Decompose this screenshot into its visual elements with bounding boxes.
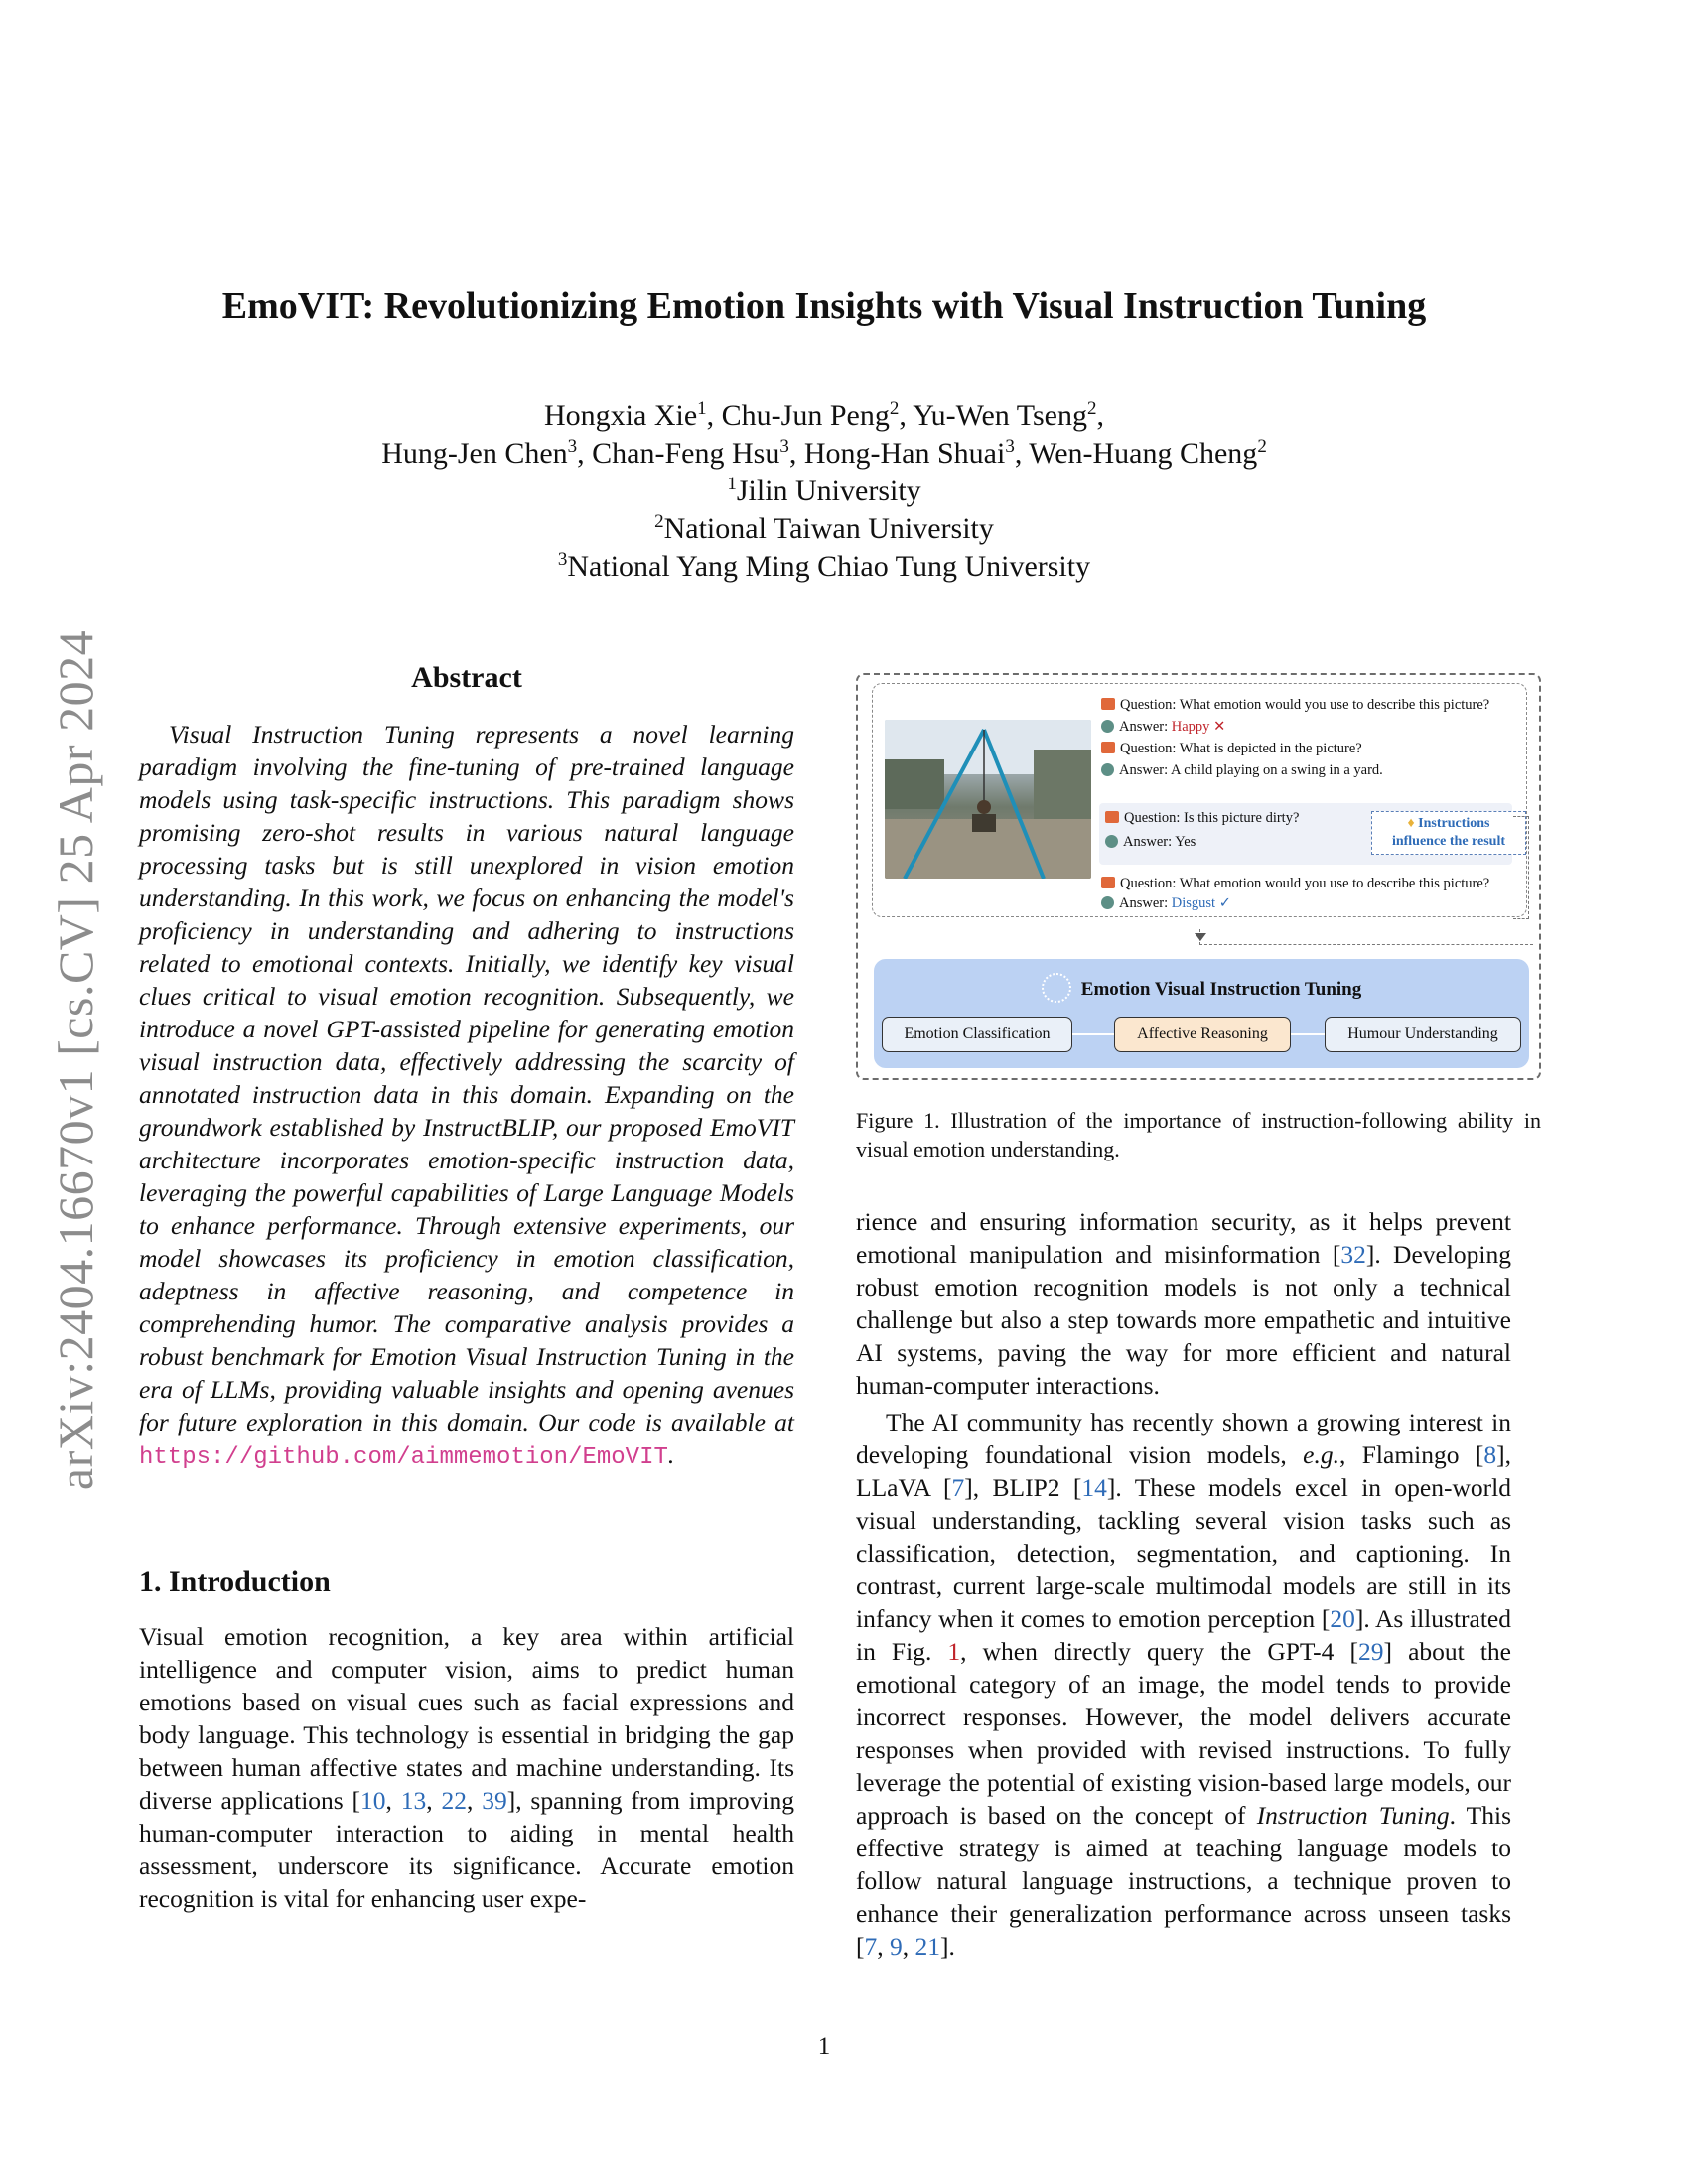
gpt-logo-icon — [1101, 720, 1114, 733]
author-name: Hong-Han Shuai — [803, 437, 1006, 470]
task-connector — [1291, 1033, 1325, 1035]
author-name: Hongxia Xie — [544, 399, 698, 432]
gpt-logo-icon — [1101, 896, 1114, 909]
tuning-band — [874, 959, 1529, 1068]
citation-link[interactable]: 21 — [914, 1932, 940, 1961]
citation-link[interactable]: 8 — [1483, 1440, 1497, 1469]
author-name: Wen-Huang Cheng — [1029, 437, 1258, 470]
author-affiliation-mark: 2 — [889, 398, 900, 419]
citation-link[interactable]: 13 — [400, 1786, 427, 1815]
citation-link[interactable]: 22 — [441, 1786, 467, 1815]
citation-link[interactable]: 20 — [1330, 1604, 1355, 1633]
affiliation-2: $^2$National Taiwan University — [654, 511, 994, 545]
dashed-connector — [1199, 929, 1533, 945]
author-line-1: Hongxia Xie$^1$, Chu-Jun Peng$^2$, Yu-Wen Tseng$^2$, — [544, 398, 1104, 432]
figure-caption: Figure 1. Illustration of the importance of instruction-following ability in visual emotion understanding. — [856, 1108, 1541, 1161]
citation-link[interactable]: 14 — [1081, 1473, 1107, 1502]
instructions-callout: ♦ Instructions influence the result — [1371, 811, 1526, 855]
section-heading-introduction: 1. Introduction — [139, 1566, 331, 1598]
citation-link[interactable]: 7 — [951, 1473, 965, 1502]
answer-1: Answer: Happy ✕ — [1101, 718, 1225, 736]
chat-bubble-icon — [1101, 742, 1115, 753]
wrong-mark-icon: ✕ — [1213, 719, 1226, 735]
citation-link[interactable]: 7 — [864, 1932, 878, 1961]
check-mark-icon: ✓ — [1218, 895, 1231, 911]
arxiv-watermark — [48, 574, 103, 1547]
arxiv-watermark-text: arXiv:2404.16670v1 [cs.CV] 25 Apr 2024 — [48, 629, 103, 1491]
task-affective-reasoning: Affective Reasoning — [1114, 1017, 1291, 1052]
code-link[interactable]: https://github.com/aimmemotion/EmoVIT — [139, 1444, 668, 1471]
gpt-logo-icon — [1101, 763, 1114, 776]
left-column — [139, 661, 794, 1915]
citation-link[interactable]: 39 — [482, 1786, 507, 1815]
task-connector — [1072, 1033, 1114, 1035]
author-affiliation-mark: 1 — [697, 398, 707, 419]
right-column — [856, 1205, 1511, 1963]
author-affiliation-mark: 3 — [1005, 436, 1015, 457]
intro-paragraph-1: Visual emotion recognition, a key area within artificial intelligence and computer vision, aims to predict human emotions based on visual cues such as facial expressions and body language. This technology is essential in bridging the gap between human affective states and machine understanding. Its diverse applications [10, 13, 22, 39], spanning from improving human-computer interaction to aiding in mental health assessment, underscore its significance. Accurate emotion recognition is vital for enhancing user expe- — [139, 1622, 794, 1913]
paper-title: EmoVIT: Revolutionizing Emotion Insights with Visual Instruction Tuning — [221, 285, 1427, 327]
abstract-text: Visual Instruction Tuning represents a novel learning paradigm involving the fine-tuning of pre-trained language models using task-specific instructions. This paradigm shows promising zero-shot results in various natural language processing tasks but is still unexplored in vision emotion understanding. In this work, we focus on enhancing the model's proficiency in understanding and adhering to instructions related to emotional contexts. Initially, we identify key visual clues critical to visual emotion recognition. Subsequently, we introduce a novel GPT-assisted pipeline for generating emotion visual instruction data, effectively addressing the scarcity of annotated instruction data in this domain. Expanding on the groundwork established by InstructBLIP, our proposed EmoVIT architecture incorporates emotion-specific instruction data, leveraging the powerful capabilities of Large Language Models to enhance performance. Through extensive experiments, our model showcases its proficiency in emotion classification, adeptness in affective reasoning, and competence in comprehending humor. The comparative analysis provides a robust benchmark for Emotion Visual Instruction Tuning in the era of LLMs, providing valuable insights and opening avenues for future exploration in this domain. Our code is available at https://github.com/aimmemotion/EmoVIT. — [139, 720, 794, 1471]
affiliation-3: $^3$National Yang Ming Chiao Tung University — [557, 549, 1091, 583]
citation-link[interactable]: 29 — [1358, 1637, 1384, 1666]
intro-paragraph-3: The AI community has recently shown a growing interest in developing foundational vision models, e.g., Flamingo [8], LLaVA [7], BLIP2 [14]. These models excel in open-world visual understanding, tackling several vision tasks such as classification, detection, segmentation, and captioning. In contrast, current large-scale multimodal models are still in its infancy when it comes to emotion perception [20]. As illustrated in Fig. 1, when directly query the GPT-4 [29] about the emotional category of an image, the model tends to provide incorrect responses. However, the model delivers accurate responses when provided with revised instructions. To fully leverage the potential of existing vision-based large models, our approach is based on the concept of Instruction Tuning. This effective strategy is aimed at teaching language models to follow natural language instructions, a technique proven to enhance their generalization performance across unseen tasks [7, 9, 21]. — [856, 1408, 1511, 1961]
arrow-down-icon — [1195, 933, 1206, 941]
author-line-2: Hung-Jen Chen$^3$, Chan-Feng Hsu$^3$, Hong-Han Shuai$^3$, Wen-Huang Cheng$^2$ — [381, 436, 1267, 470]
photo-illustration — [885, 720, 1091, 879]
intro-paragraph-2: rience and ensuring information security, as it helps prevent emotional manipulation and misinformation [32]. Developing robust emotion recognition models is not only a technical challenge but also a step towards more empathetic and intuitive AI systems, paving the way for more efficient and natural human-computer interactions. — [856, 1207, 1511, 1400]
author-affiliation-mark: 2 — [1086, 398, 1097, 419]
band-title: Emotion Visual Instruction Tuning — [874, 973, 1529, 1003]
author-block — [0, 397, 1648, 586]
question-4: Question: What emotion would you use to describe this picture? — [1101, 875, 1489, 892]
dashed-connector — [1513, 816, 1529, 919]
page-number: 1 — [817, 2033, 831, 2060]
author-name: Chu-Jun Peng — [721, 399, 890, 432]
task-emotion-classification: Emotion Classification — [882, 1017, 1072, 1052]
question-1: Question: What emotion would you use to describe this picture? — [1101, 696, 1489, 714]
task-humour-understanding: Humour Understanding — [1325, 1017, 1521, 1052]
affiliation-1: $^1$Jilin University — [727, 474, 921, 507]
answer-4: Answer: Disgust ✓ — [1101, 894, 1231, 912]
chat-bubble-icon — [1101, 698, 1115, 710]
author-affiliation-mark: 3 — [779, 436, 789, 457]
figure-ref-link[interactable]: 1 — [947, 1637, 961, 1666]
chat-bubble-icon — [1105, 811, 1119, 823]
gpt-logo-icon — [1105, 835, 1118, 848]
question-2: Question: What is depicted in the picture? — [1101, 740, 1362, 757]
citation-link[interactable]: 10 — [360, 1786, 386, 1815]
answer-3: Answer: Yes — [1105, 833, 1196, 851]
author-affiliation-mark: 3 — [567, 436, 578, 457]
author-name: Chan-Feng Hsu — [592, 437, 780, 470]
author-name: Yu-Wen Tseng — [913, 399, 1087, 432]
chat-bubble-icon — [1101, 877, 1115, 888]
citation-link[interactable]: 9 — [890, 1932, 903, 1961]
lightbulb-icon: ♦ — [1407, 816, 1415, 831]
answer-2: Answer: A child playing on a swing in a yard. — [1101, 761, 1383, 779]
citation-link[interactable]: 32 — [1340, 1240, 1366, 1269]
author-name: Hung-Jen Chen — [381, 437, 568, 470]
author-affiliation-mark: 2 — [1257, 436, 1267, 457]
swing-yard-photo — [885, 720, 1091, 879]
abstract-heading: Abstract — [411, 661, 522, 694]
question-3: Question: Is this picture dirty? — [1105, 809, 1299, 827]
brain-circuit-icon — [1042, 973, 1071, 1003]
qa-panel — [872, 683, 1527, 917]
figure-1 — [856, 673, 1541, 1080]
